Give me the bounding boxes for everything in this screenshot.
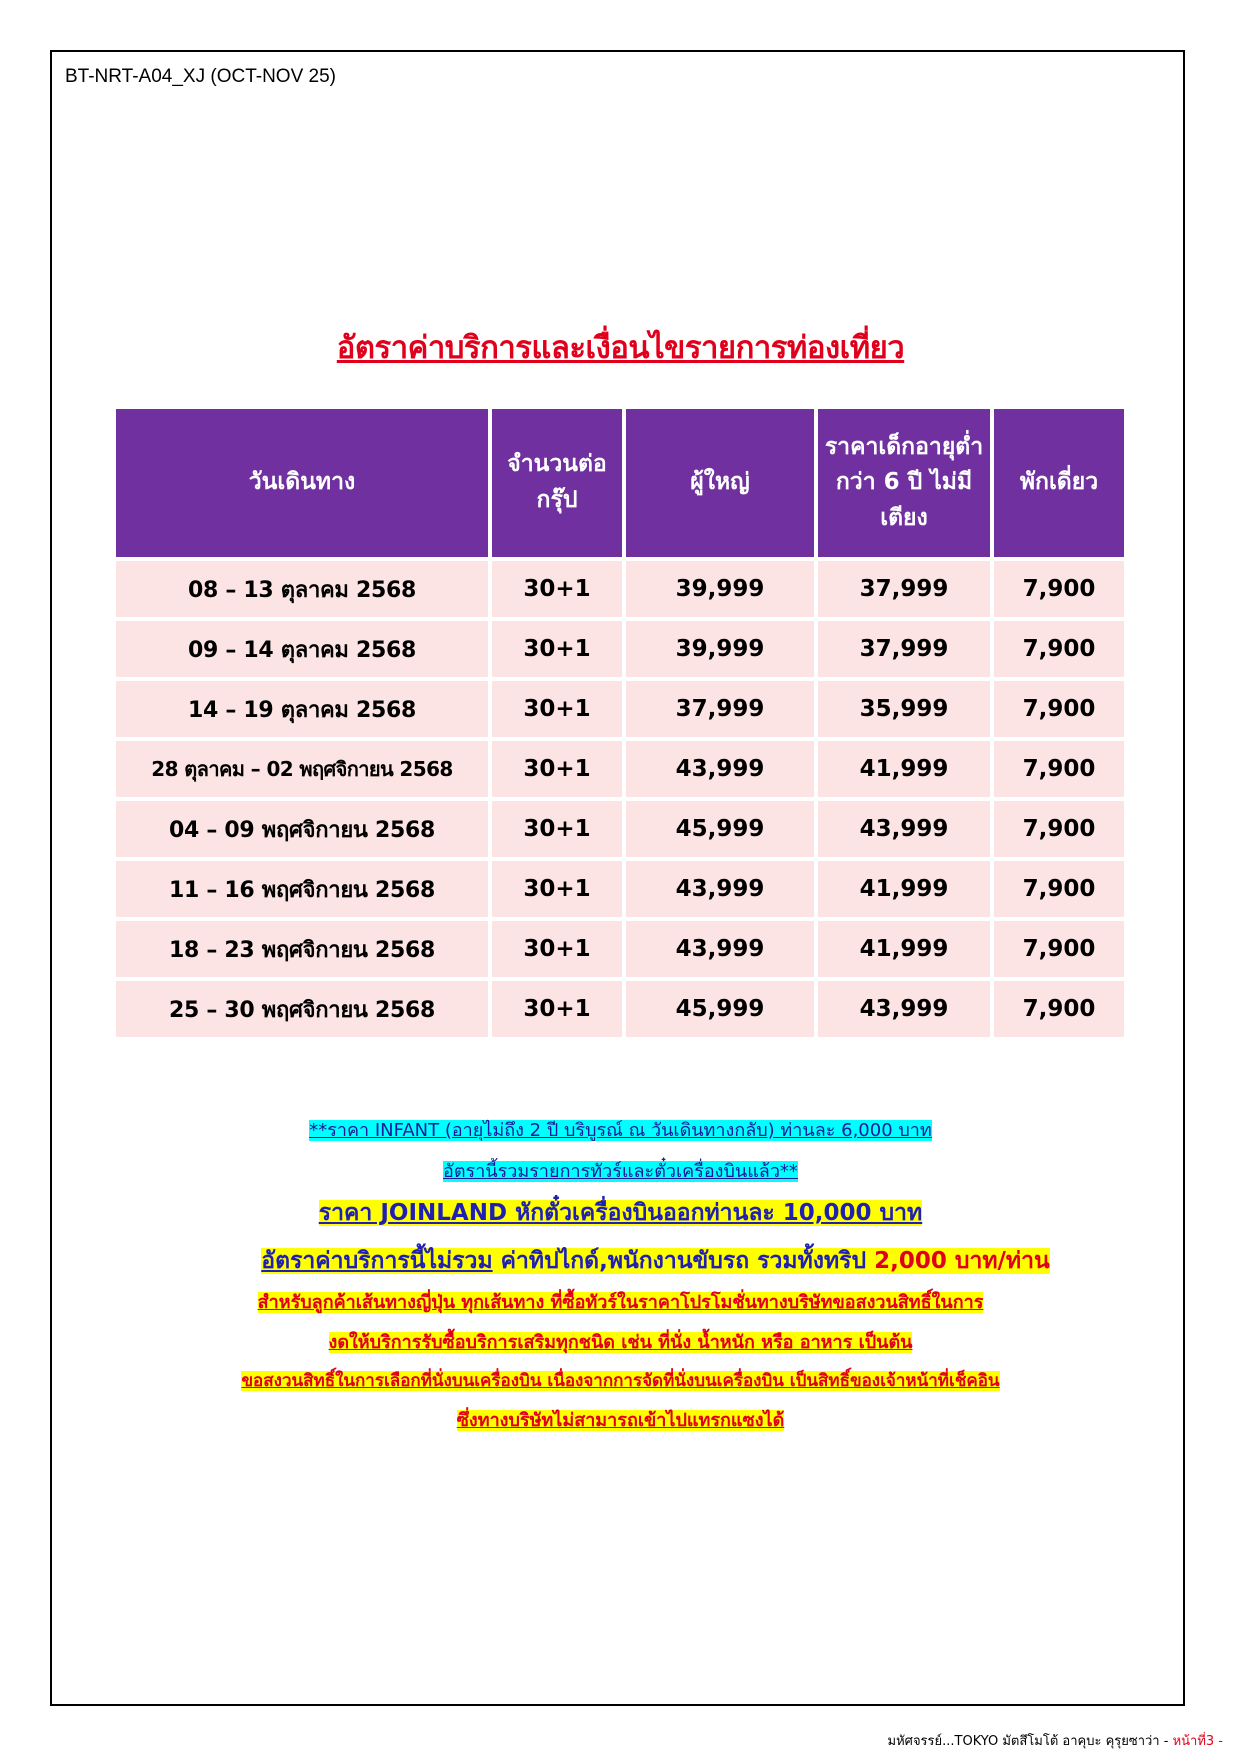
cell-group-size: 30+1 [492,561,622,617]
cell-child-price: 37,999 [818,561,990,617]
cell-child-price: 41,999 [818,741,990,797]
cell-adult-price: 45,999 [626,801,814,857]
cell-travel-date: 25 – 30 พฤศจิกายน 2568 [116,981,488,1037]
cell-group-size: 30+1 [492,861,622,917]
table-row [116,681,1124,737]
cell-travel-date: 11 – 16 พฤศจิกายน 2568 [116,861,488,917]
cell-single-supplement: 7,900 [994,921,1124,977]
table-row [116,561,1124,617]
cell-single-supplement: 7,900 [994,561,1124,617]
price-table [112,405,1128,1041]
header-group-size: จำนวนต่อกรุ๊ป [492,409,622,557]
document-code: BT-NRT-A04_XJ (OCT-NOV 25) [65,66,336,87]
cell-child-price: 41,999 [818,861,990,917]
included-note-line [0,1156,1241,1185]
footer-tour-name: มหัศจรรย์...TOKYO มัตสึโมโต้ อาคุบะ คุรุยซาว่า - [887,1734,1173,1749]
tip-note-amount: 2,000 บาท/ท่าน [874,1248,1050,1274]
cell-adult-price: 43,999 [626,741,814,797]
promo-line-2 [0,1327,1241,1356]
promo-line-4 [0,1405,1241,1434]
cell-adult-price: 39,999 [626,561,814,617]
page-number: หน้าที่3 - [1172,1734,1223,1749]
page-footer [888,1730,1223,1751]
table-row [116,981,1124,1037]
promo-line-3 [0,1367,1241,1394]
promo-note-1: สำหรับลูกค้าเส้นทางญี่ปุ่น ทุกเส้นทาง ที่ซื้อทัวร์ในราคาโปรโมชั่นทางบริษัทขอสงวนสิทธิ์ในการ [257,1292,984,1313]
cell-single-supplement: 7,900 [994,621,1124,677]
table-row [116,861,1124,917]
joinland-note-line [0,1195,1241,1231]
header-single-supplement: พักเดี่ยว [994,409,1124,557]
cell-child-price: 43,999 [818,801,990,857]
tip-note-line [0,1243,1241,1279]
cell-travel-date: 18 – 23 พฤศจิกายน 2568 [116,921,488,977]
cell-single-supplement: 7,900 [994,741,1124,797]
included-note: อัตรานี้รวมรายการทัวร์และตั๋วเครื่องบินแล้ว** [443,1161,798,1182]
cell-group-size: 30+1 [492,681,622,737]
cell-group-size: 30+1 [492,981,622,1037]
cell-adult-price: 39,999 [626,621,814,677]
table-row [116,621,1124,677]
cell-child-price: 37,999 [818,621,990,677]
cell-single-supplement: 7,900 [994,801,1124,857]
header-adult-price: ผู้ใหญ่ [626,409,814,557]
cell-single-supplement: 7,900 [994,861,1124,917]
promo-note-2: งดให้บริการรับซื้อบริการเสริมทุกชนิด เช่น ที่นั่ง น้ำหนัก หรือ อาหาร เป็นต้น [328,1332,913,1353]
promo-line-1 [0,1287,1241,1316]
table-row [116,801,1124,857]
cell-single-supplement: 7,900 [994,981,1124,1037]
cell-group-size: 30+1 [492,741,622,797]
conditions-notes [0,1115,1241,1434]
cell-travel-date: 04 – 09 พฤศจิกายน 2568 [116,801,488,857]
infant-price-note: **ราคา INFANT (อายุไม่ถึง 2 ปี บริบูรณ์ ณ วันเดินทางกลับ) ท่านละ 6,000 บาท [309,1120,932,1141]
tip-note-detail: ค่าทิปไกด์,พนักงานขับรถ รวมทั้งทริป [492,1248,875,1274]
cell-travel-date: 28 ตุลาคม – 02 พฤศจิกายน 2568 [116,741,488,797]
table-header-row [116,409,1124,557]
cell-adult-price: 43,999 [626,921,814,977]
cell-travel-date: 08 – 13 ตุลาคม 2568 [116,561,488,617]
cell-single-supplement: 7,900 [994,681,1124,737]
cell-group-size: 30+1 [492,621,622,677]
page-title: อัตราค่าบริการและเงื่อนไขรายการท่องเที่ยว [336,330,905,366]
cell-child-price: 35,999 [818,681,990,737]
table-row [116,921,1124,977]
promo-note-4: ซึ่งทางบริษัทไม่สามารถเข้าไปแทรกแซงได้ [456,1410,785,1431]
header-child-price: ราคาเด็กอายุต่ำกว่า 6 ปี ไม่มีเตียง [818,409,990,557]
cell-travel-date: 09 – 14 ตุลาคม 2568 [116,621,488,677]
cell-child-price: 43,999 [818,981,990,1037]
header-travel-date: วันเดินทาง [116,409,488,557]
promo-note-3: ขอสงวนสิทธิ์ในการเลือกที่นั่งบนเครื่องบิน เนื่องจากการจัดที่นั่งบนเครื่องบิน เป็นสิทธิ์ของเจ้าหน้าที่เช็คอิน [241,1371,1000,1391]
cell-adult-price: 45,999 [626,981,814,1037]
cell-group-size: 30+1 [492,921,622,977]
table-row [116,741,1124,797]
cell-child-price: 41,999 [818,921,990,977]
cell-adult-price: 43,999 [626,861,814,917]
cell-group-size: 30+1 [492,801,622,857]
cell-adult-price: 37,999 [626,681,814,737]
tip-note-excluded: อัตราค่าบริการนี้ไม่รวม [261,1248,493,1274]
joinland-note: ราคา JOINLAND หักตั๋วเครื่องบินออกท่านละ 10,000 บาท [318,1200,923,1226]
infant-note-line [0,1115,1241,1144]
cell-travel-date: 14 – 19 ตุลาคม 2568 [116,681,488,737]
